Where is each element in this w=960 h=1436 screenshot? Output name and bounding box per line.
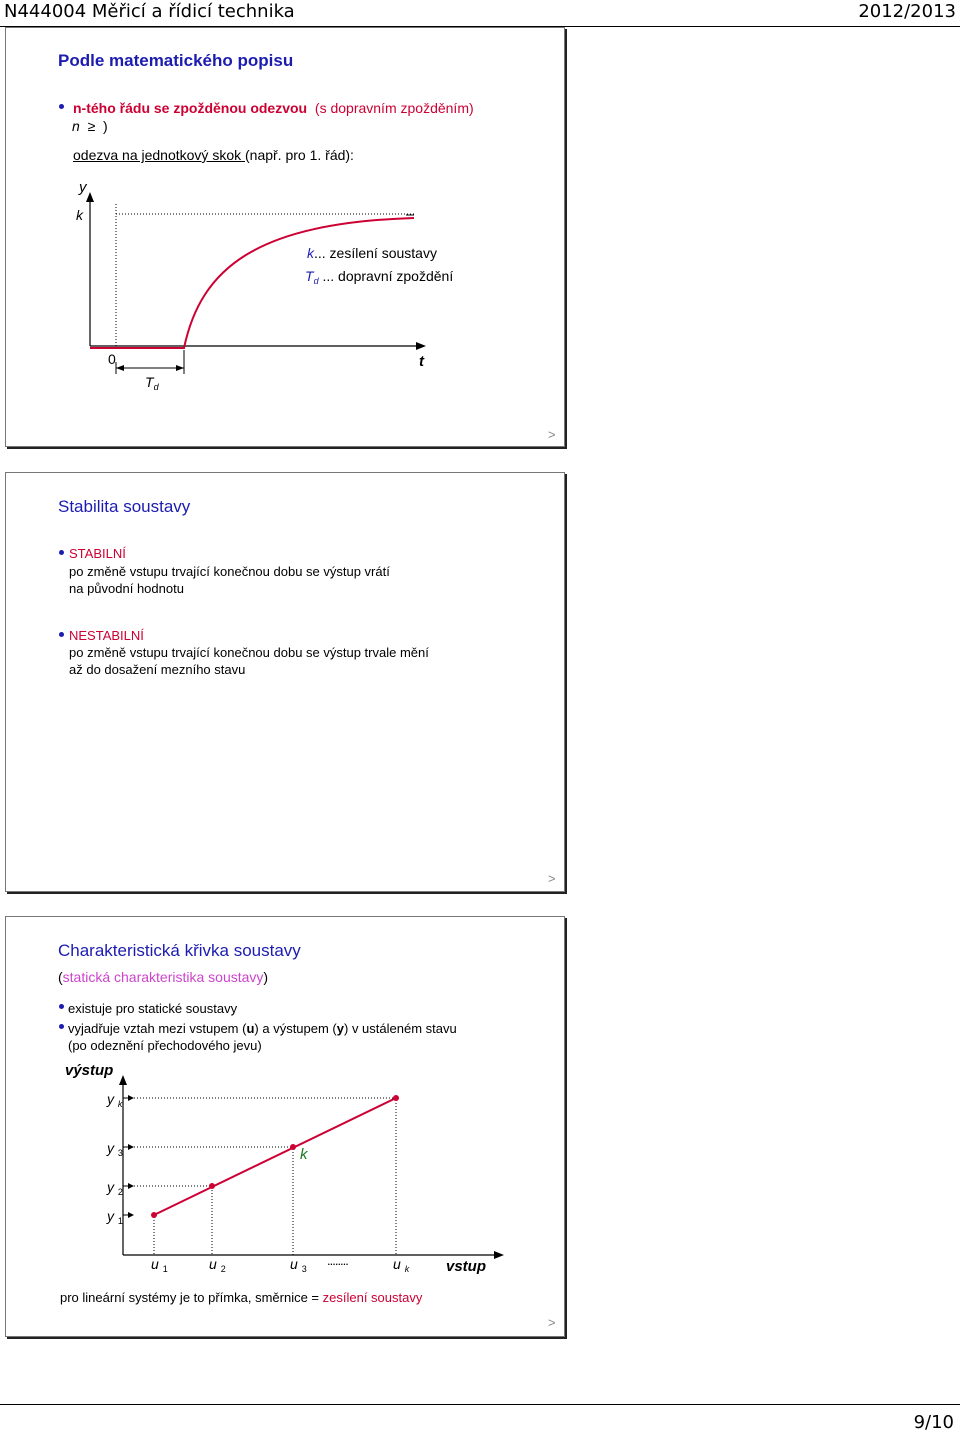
u2-label	[209, 1256, 226, 1274]
bullet-dot	[59, 1004, 64, 1009]
unstable-desc-line2: až do dosažení mezního stavu	[69, 662, 246, 677]
y-axis-label: y	[79, 179, 87, 196]
uk-sub: k	[404, 1264, 410, 1274]
yk-y: y	[107, 1091, 114, 1107]
bullet-dot	[59, 550, 64, 555]
yk-label	[107, 1091, 122, 1109]
expr-y: y	[336, 1021, 344, 1036]
y1-label	[107, 1208, 123, 1226]
transport-delay-text: (s dopravním zpožděním)	[314, 100, 474, 116]
u1-u: u	[151, 1256, 159, 1272]
u3-u: u	[290, 1256, 298, 1272]
n-symbol: n	[72, 118, 80, 134]
linear-note-b: zesílení soustavy	[322, 1290, 423, 1305]
y1-y: y	[107, 1208, 114, 1224]
linear-note-a: pro lineární systémy je to přímka, směrnice =	[60, 1290, 323, 1305]
bullet-expresses	[68, 1021, 457, 1036]
course-title: N444004 Měřicí a řídicí technika	[4, 1, 295, 22]
u2-sub: 2	[220, 1264, 226, 1274]
slide-title: Charakteristická křivka soustavy	[58, 941, 301, 960]
zero-label: 0	[108, 351, 116, 367]
nth-order-text: n-tého řádu se zpožděnou odezvou	[73, 100, 308, 116]
academic-year: 2012/2013	[858, 1, 956, 22]
u1-label	[151, 1256, 168, 1274]
next-slide-marker: >	[548, 1315, 556, 1330]
y2-sub: 2	[117, 1187, 123, 1197]
y3-sub: 3	[117, 1148, 123, 1158]
y3-label	[107, 1140, 123, 1158]
slide-stability	[5, 472, 565, 892]
close-paren: )	[103, 118, 108, 134]
td-axis-label	[145, 374, 159, 392]
stable-desc-line2: na původní hodnotu	[69, 581, 184, 596]
slide-subtitle	[58, 969, 268, 985]
geq-symbol: ≥	[87, 118, 96, 134]
unstable-label: NESTABILNÍ	[69, 628, 144, 643]
slope-label: k	[300, 1146, 308, 1163]
t-axis-label: t	[419, 353, 424, 370]
expr-a: vyjadřuje vztah mezi vstupem (	[68, 1021, 247, 1036]
step-response-graph	[6, 28, 564, 446]
bullet-dot	[59, 1024, 64, 1029]
y2-label	[107, 1179, 123, 1197]
slide-title: Podle matematického popisu	[58, 51, 294, 70]
td-T: T	[145, 374, 154, 390]
legend-td-text: ... dopravní zpoždění	[322, 268, 454, 284]
bullet-exists: existuje pro statické soustavy	[68, 1001, 238, 1016]
subtitle-close: )	[263, 969, 269, 985]
y2-y: y	[107, 1179, 114, 1195]
output-axis-label: výstup	[65, 1062, 114, 1079]
footer-divider	[0, 1404, 960, 1405]
legend-td-T: T	[305, 268, 314, 284]
td-sub: d	[153, 382, 159, 392]
stable-label: STABILNÍ	[69, 546, 126, 561]
legend-k-symbol: k	[307, 245, 314, 261]
unit-step-response-label	[73, 147, 354, 163]
stable-desc-line1: po změně vstupu trvající konečnou dobu se výstup vrátí	[69, 564, 390, 579]
expr-b: ) a výstupem (	[254, 1021, 337, 1036]
bullet-dot	[59, 632, 64, 637]
y3-y: y	[107, 1140, 114, 1156]
yk-sub: k	[117, 1099, 123, 1109]
next-slide-marker: >	[548, 871, 556, 886]
unstable-desc-line1: po změně vstupu trvající konečnou dobu se výstup trvale mění	[69, 645, 429, 660]
u3-label	[290, 1256, 307, 1274]
y1-sub: 1	[117, 1216, 123, 1226]
u2-u: u	[209, 1256, 217, 1272]
uk-label	[393, 1256, 409, 1274]
legend-delay	[305, 268, 453, 286]
bullet-nth-order	[73, 100, 474, 116]
slide-title: Stabilita soustavy	[58, 497, 191, 516]
order-condition	[72, 118, 108, 134]
bullet-dot	[59, 104, 64, 109]
slide-characteristic-curve	[5, 916, 565, 1337]
u3-sub: 3	[301, 1264, 307, 1274]
legend-gain	[307, 245, 437, 261]
legend-k-text: ... zesílení soustavy	[314, 245, 437, 261]
expr-c: ) v ustáleném stavu	[344, 1021, 457, 1036]
legend-td-sub: d	[313, 276, 319, 286]
uk-u: u	[393, 1256, 401, 1272]
response-rest: (např. pro 1. řád):	[245, 147, 354, 163]
bullet-expresses-line2: (po odeznění přechodového jevu)	[68, 1038, 262, 1053]
k-axis-label: k	[76, 207, 83, 223]
slide-math-description	[5, 27, 565, 447]
axis-dots: ........	[327, 1253, 348, 1268]
expr-u: u	[246, 1021, 255, 1036]
document-header	[0, 0, 960, 27]
page-number: 9/10	[913, 1412, 954, 1433]
response-underlined: odezva na jednotkový skok	[73, 147, 245, 163]
subtitle-open: (	[58, 969, 63, 985]
subtitle-text: statická charakteristika soustavy	[62, 969, 264, 985]
next-slide-marker: >	[548, 427, 556, 442]
input-axis-label: vstup	[446, 1258, 487, 1275]
u1-sub: 1	[162, 1264, 168, 1274]
linear-note	[60, 1290, 422, 1305]
